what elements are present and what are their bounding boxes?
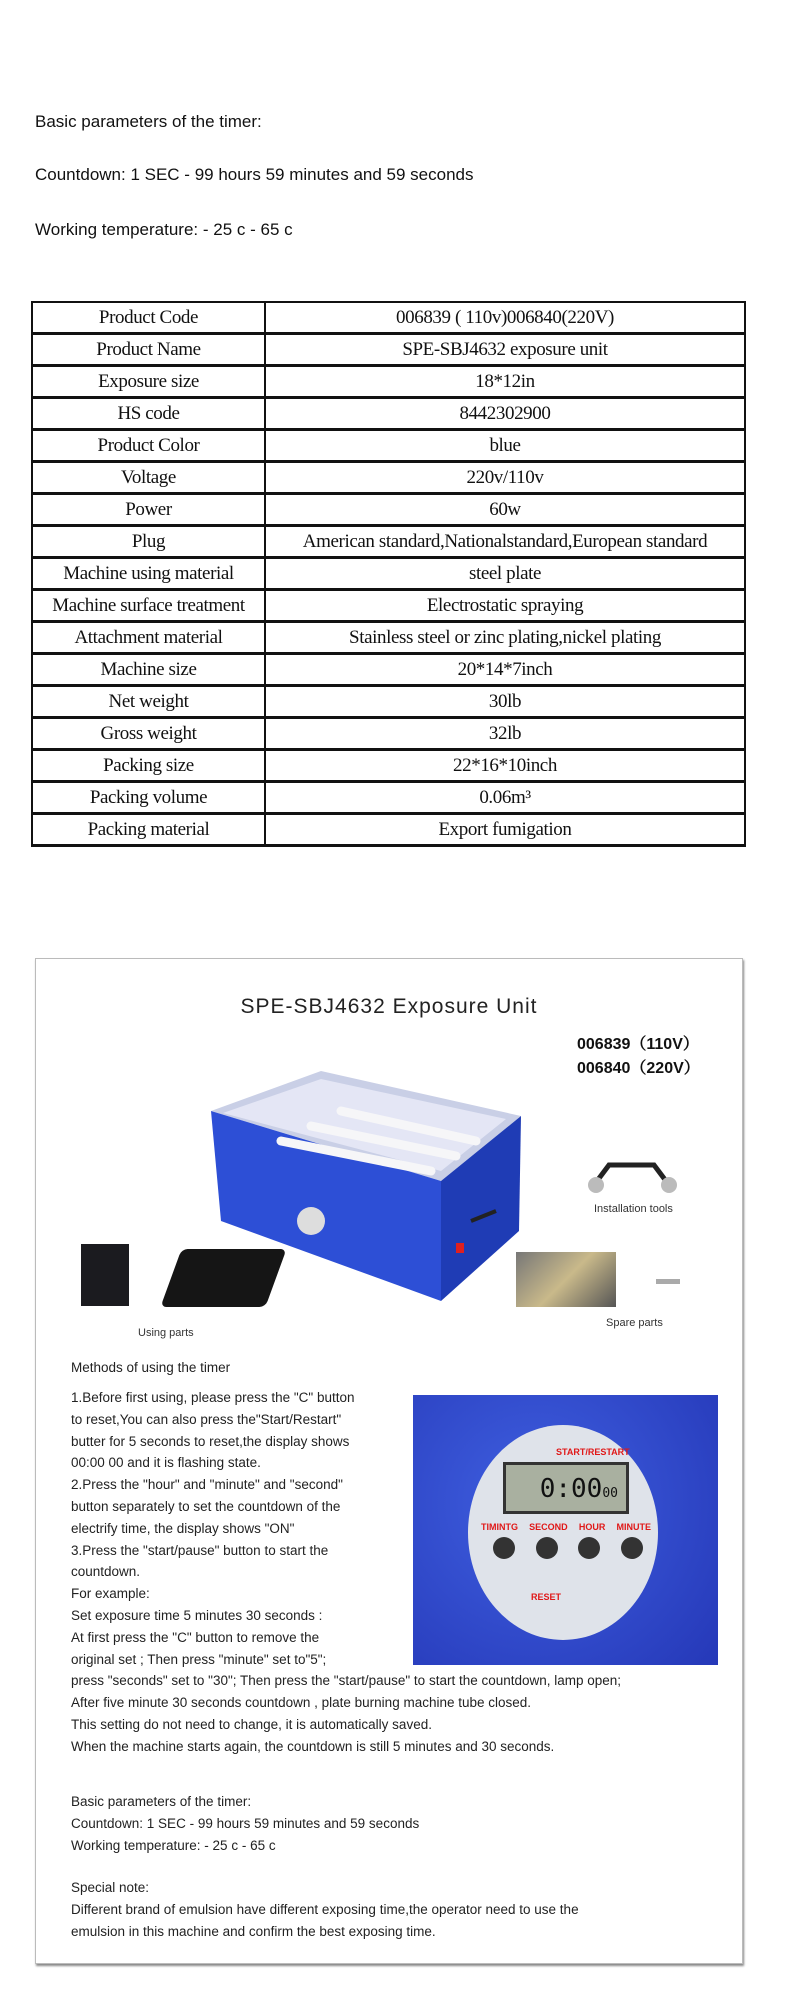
spec-table xyxy=(31,301,746,847)
timer-start-restart-label: START/RESTART xyxy=(556,1447,630,1457)
black-cloth-image xyxy=(160,1249,286,1307)
instruction-line: For example: xyxy=(71,1586,150,1602)
spec-key: Exposure size xyxy=(32,366,265,398)
timer-reset-label: RESET xyxy=(531,1592,562,1602)
spec-key: HS code xyxy=(32,398,265,430)
spec-key: Gross weight xyxy=(32,718,265,750)
spec-row xyxy=(32,494,745,526)
instruction-line: original set ; Then press "minute" set to"5"; xyxy=(71,1651,327,1667)
spec-row xyxy=(32,366,745,398)
spec-value: 220v/110v xyxy=(265,462,745,494)
spec-key: Voltage xyxy=(32,462,265,494)
instruction-line: button separately to set the countdown of the xyxy=(71,1498,341,1514)
spec-row xyxy=(32,334,745,366)
spare-parts-bag-image xyxy=(516,1252,616,1307)
spec-value: 0.06m³ xyxy=(265,782,745,814)
spec-key: Machine size xyxy=(32,654,265,686)
instruction-line: 3.Press the "start/pause" button to start the xyxy=(71,1542,329,1558)
spec-row xyxy=(32,718,745,750)
instruction-line: After five minute 30 seconds countdown , plate burning machine tube closed. xyxy=(71,1695,532,1711)
spec-row xyxy=(32,782,745,814)
intro-heading: Basic parameters of the timer: xyxy=(35,112,262,131)
spec-value: 60w xyxy=(265,494,745,526)
timer-second-label: SECOND xyxy=(529,1522,568,1532)
spec-value: 32lb xyxy=(265,718,745,750)
spec-row xyxy=(32,398,745,430)
instruction-line: butter for 5 seconds to reset,the display shows xyxy=(71,1433,350,1449)
spec-key: Plug xyxy=(32,526,265,558)
spec-row xyxy=(32,558,745,590)
params-heading: Basic parameters of the timer: xyxy=(71,1794,252,1809)
timer-display: 0:00 xyxy=(539,1474,603,1504)
spec-key: Net weight xyxy=(32,686,265,718)
methods-heading: Methods of using the timer xyxy=(71,1360,231,1375)
using-parts-label: Using parts xyxy=(138,1327,194,1339)
installation-tools-label: Installation tools xyxy=(594,1203,673,1215)
spec-row xyxy=(32,654,745,686)
spec-key: Packing size xyxy=(32,750,265,782)
timer-minute-label: MINUTE xyxy=(616,1522,651,1532)
instruction-line: 2.Press the "hour" and "minute" and "second" xyxy=(71,1477,343,1493)
instruction-line: press "seconds" set to "30"; Then press the "start/pause" to start the countdown, lamp open; xyxy=(71,1673,622,1689)
spec-value: 8442302900 xyxy=(265,398,745,430)
product-code-110: 006839（110V） xyxy=(577,1036,699,1053)
product-title: SPE-SBJ4632 Exposure Unit xyxy=(240,995,538,1018)
instruction-line: At first press the "C" button to remove the xyxy=(71,1629,320,1645)
spec-row xyxy=(32,814,745,846)
timer-timing-label: TIMINTG xyxy=(481,1522,518,1532)
instructions xyxy=(71,1387,621,1758)
spare-parts-label: Spare parts xyxy=(606,1317,663,1329)
spec-value: 20*14*7inch xyxy=(265,654,745,686)
spec-key: Machine surface treatment xyxy=(32,590,265,622)
spec-key: Packing volume xyxy=(32,782,265,814)
fuse-image xyxy=(656,1279,680,1284)
spec-row xyxy=(32,526,745,558)
timer-display-small: 00 xyxy=(602,1486,618,1501)
spec-key: Attachment material xyxy=(32,622,265,654)
spec-row xyxy=(32,750,745,782)
spec-value: 22*16*10inch xyxy=(265,750,745,782)
instruction-line: countdown. xyxy=(71,1564,141,1580)
intro-temperature: Working temperature: - 25 c - 65 c xyxy=(35,220,293,239)
note-line: Different brand of emulsion have different exposing time,the operator need to use the xyxy=(71,1902,579,1917)
instruction-line: to reset,You can also press the"Start/Restart" xyxy=(71,1411,342,1427)
spec-row xyxy=(32,590,745,622)
instruction-line: 1.Before first using, please press the "C" button xyxy=(71,1390,355,1405)
spec-value: SPE-SBJ4632 exposure unit xyxy=(265,334,745,366)
instruction-line: This setting do not need to change, it is automatically saved. xyxy=(71,1716,432,1732)
installation-tools-image xyxy=(584,1157,684,1197)
timer-hour-label: HOUR xyxy=(578,1522,606,1532)
spec-key: Product Name xyxy=(32,334,265,366)
manual-booklet-image xyxy=(81,1244,129,1306)
params-temperature: Working temperature: - 25 c - 65 c xyxy=(71,1838,276,1853)
params-countdown: Countdown: 1 SEC - 99 hours 59 minutes and 59 seconds xyxy=(71,1816,420,1831)
spec-key: Packing material xyxy=(32,814,265,846)
spec-value: blue xyxy=(265,430,745,462)
spec-value: American standard,Nationalstandard,European standard xyxy=(265,526,745,558)
spec-key: Machine using material xyxy=(32,558,265,590)
spec-value: Export fumigation xyxy=(265,814,745,846)
note-heading: Special note: xyxy=(71,1880,150,1895)
instruction-line: When the machine starts again, the countdown is still 5 minutes and 30 seconds. xyxy=(71,1738,555,1754)
spec-value: 30lb xyxy=(265,686,745,718)
product-card xyxy=(35,958,743,1964)
spec-value: Electrostatic spraying xyxy=(265,590,745,622)
note-line: emulsion in this machine and confirm the best exposing time. xyxy=(71,1924,436,1939)
spec-row xyxy=(32,462,745,494)
intro-countdown: Countdown: 1 SEC - 99 hours 59 minutes and 59 seconds xyxy=(35,165,474,184)
spec-value: 18*12in xyxy=(265,366,745,398)
product-code-220: 006840（220V） xyxy=(577,1060,700,1077)
spec-row xyxy=(32,686,745,718)
instruction-line: 00:00 00 and it is flashing state. xyxy=(71,1455,261,1471)
spec-key: Product Color xyxy=(32,430,265,462)
instruction-line: Set exposure time 5 minutes 30 seconds : xyxy=(71,1607,323,1623)
spec-value: Stainless steel or zinc plating,nickel plating xyxy=(265,622,745,654)
spec-value: 006839 ( 110v)006840(220V) xyxy=(265,302,745,334)
spec-row xyxy=(32,622,745,654)
spec-row xyxy=(32,302,745,334)
spec-key: Power xyxy=(32,494,265,526)
spec-value: steel plate xyxy=(265,558,745,590)
spec-row xyxy=(32,430,745,462)
spec-key: Product Code xyxy=(32,302,265,334)
instruction-line: electrify time, the display shows "ON" xyxy=(71,1520,295,1536)
